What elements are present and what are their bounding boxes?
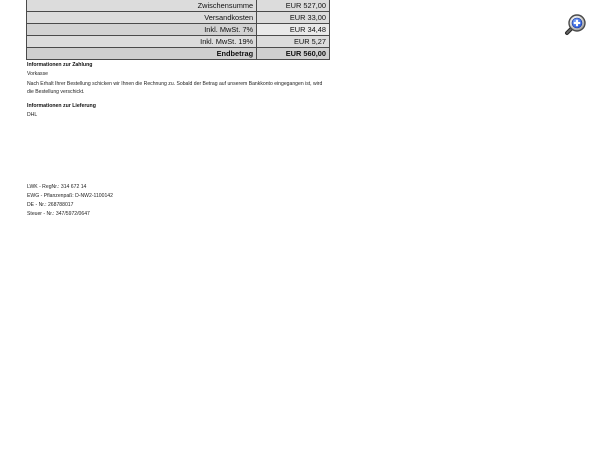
vat-19-label: Inkl. MwSt. 19% <box>27 36 257 48</box>
footer-line-lwk: LWK - RegNr.: 314 672 14 <box>27 184 87 190</box>
delivery-title: Informationen zur Lieferung <box>27 103 96 109</box>
totals-row-shipping <box>27 12 330 24</box>
totals-row-vat-19 <box>27 36 330 48</box>
vat-7-value: EUR 34,48 <box>257 24 330 36</box>
subtotal-label: Zwischensumme <box>27 0 257 12</box>
totals-table <box>26 0 330 60</box>
shipping-label: Versandkosten <box>27 12 257 24</box>
payment-note: Nach Erhalt Ihrer Bestellung schicken wir Ihnen die Rechnung zu. Sobald der Betrag auf unserem Bankkonto eingegangen ist, wird die Bestellung verschickt. <box>27 81 323 96</box>
payment-method: Vorkasse <box>27 71 48 77</box>
delivery-method: DHL <box>27 112 38 118</box>
totals-row-vat-7 <box>27 24 330 36</box>
zoom-in-button[interactable] <box>562 12 588 38</box>
final-value: EUR 560,00 <box>257 48 330 60</box>
vat-7-label: Inkl. MwSt. 7% <box>27 24 257 36</box>
final-label: Endbetrag <box>27 48 257 60</box>
footer-line-ewg: EWG - Pflanzenpaß: D-NW2-1100142 <box>27 193 113 199</box>
zoom-in-icon <box>562 12 588 38</box>
totals-row-final <box>27 48 330 60</box>
shipping-value: EUR 33,00 <box>257 12 330 24</box>
subtotal-value: EUR 527,00 <box>257 0 330 12</box>
vat-19-value: EUR 5,27 <box>257 36 330 48</box>
footer-line-steuer: Steuer - Nr.: 347/5972/0647 <box>27 211 90 217</box>
payment-title: Informationen zur Zahlung <box>27 62 93 68</box>
totals-row-subtotal <box>27 0 330 12</box>
footer-line-de: DE - Nr.: 268788017 <box>27 202 74 208</box>
